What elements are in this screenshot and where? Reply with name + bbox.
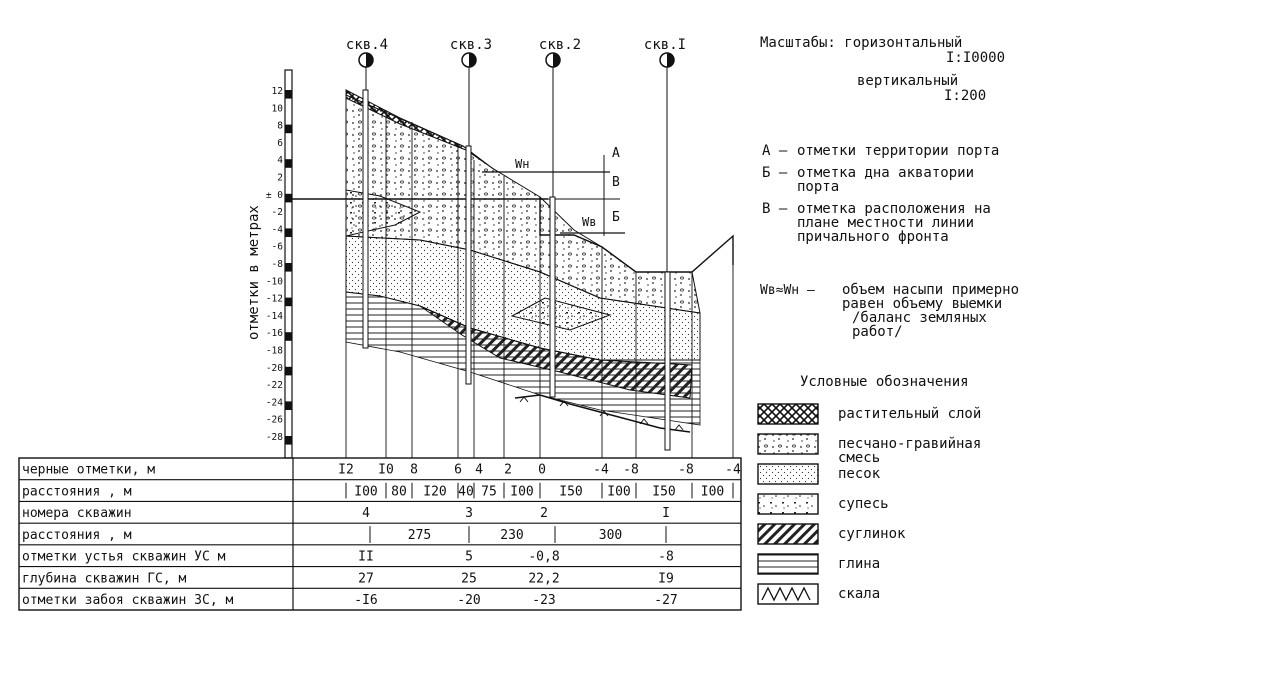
balance-text: работ/: [852, 324, 903, 340]
well-symbol-icon: [462, 53, 476, 67]
scale-horizontal: I:I0000: [946, 50, 1006, 66]
well-data-value: -0,8: [528, 549, 560, 565]
legend-label: смесь: [838, 450, 881, 466]
black-mark-value: -8: [623, 462, 639, 478]
mark-v-label: В: [612, 175, 620, 190]
y-tick-label: 6: [277, 137, 283, 149]
well-symbol-icon: [660, 53, 674, 67]
well-headers: [346, 37, 686, 67]
well-symbol-icon: [359, 53, 373, 67]
legend-label: песок: [838, 466, 881, 482]
distance-value: 80: [391, 484, 407, 500]
y-tick-label: -22: [265, 380, 283, 392]
distance-value: I00: [700, 484, 725, 500]
scale-title: Масштабы: горизонтальный: [760, 35, 963, 51]
balance-note: [760, 282, 1019, 340]
well-data-value: 22,2: [528, 571, 560, 587]
legend-label: песчано-гравийная: [838, 436, 982, 452]
well-number-value: I: [662, 506, 670, 522]
legend-label: суглинок: [838, 526, 906, 542]
note-text: порта: [797, 179, 840, 195]
table-row-label: отметки забоя скважин ЗС, м: [22, 593, 234, 608]
y-axis-ticks: [266, 86, 283, 443]
distance-value: I00: [607, 484, 631, 500]
notes-block: [762, 143, 999, 245]
y-tick-label: -6: [271, 241, 283, 253]
legend-label: скала: [838, 586, 881, 602]
distance-value: I00: [510, 484, 534, 500]
distance-value: I50: [652, 484, 676, 500]
legend-label: растительный слой: [838, 406, 982, 422]
mark-b-label: Б: [612, 210, 620, 225]
legend-swatch-loam: [758, 524, 818, 544]
well-data-value: -27: [654, 593, 678, 608]
legend-swatch-gravel: [758, 434, 818, 454]
mark-a-label: А: [612, 146, 620, 161]
well-distance-value: 230: [500, 527, 524, 543]
legend-title: Условные обозначения: [800, 374, 969, 390]
vertical-scale-bar: [285, 70, 292, 458]
table-row-label: глубина скважин ГС, м: [22, 571, 187, 587]
well-3-label: скв.3: [449, 37, 493, 53]
y-tick-label: -26: [265, 414, 283, 426]
well-number-value: 3: [465, 506, 473, 522]
y-axis-label: отметки в метрах: [246, 205, 262, 340]
well-number-value: 4: [362, 506, 370, 522]
balance-text: объем насыпи примерно: [842, 282, 1020, 298]
black-mark-value: -4: [725, 462, 741, 478]
legend: [758, 374, 981, 604]
black-mark-value: 4: [475, 462, 483, 478]
well-data-value: -8: [658, 549, 674, 565]
well-data-value: -20: [457, 593, 481, 608]
black-mark-value: 6: [454, 462, 462, 478]
well-symbol-icon: [546, 53, 560, 67]
well-data-value: -23: [532, 593, 556, 608]
scale-vertical: I:200: [944, 88, 987, 104]
legend-swatch-sand: [758, 464, 818, 484]
balance-text: равен объему выемки: [842, 296, 1003, 312]
y-tick-label: 8: [277, 120, 283, 132]
well-data-value: 5: [465, 549, 473, 565]
note-text: причального фронта: [797, 229, 949, 245]
black-mark-value: I0: [378, 462, 394, 478]
y-tick-label: -12: [265, 293, 283, 305]
note-text: отметка расположения на: [797, 201, 991, 217]
y-tick-label: 12: [271, 86, 283, 97]
scale-info: [760, 35, 1005, 104]
borehole-1: [665, 272, 670, 450]
distance-value: I20: [423, 484, 447, 500]
table-row-label: отметки устья скважин УС м: [22, 549, 226, 565]
balance-key: Wв≈Wн –: [760, 283, 815, 298]
y-tick-label: -14: [265, 310, 283, 322]
y-tick-label: -20: [265, 362, 283, 374]
y-tick-label: -4: [271, 224, 283, 236]
well-distance-value: 300: [598, 527, 623, 543]
balance-text: /баланс земляных: [852, 310, 987, 326]
legend-label: глина: [838, 556, 881, 572]
distance-value: 75: [481, 484, 497, 500]
black-mark-value: I2: [338, 462, 354, 478]
borehole-3: [466, 146, 471, 384]
y-tick-label: -24: [265, 397, 283, 409]
well-number-value: 2: [540, 506, 548, 522]
note-key: Б –: [762, 165, 788, 181]
y-tick-label: -8: [271, 259, 283, 270]
y-tick-label: 2: [277, 172, 283, 184]
well-data-value: 25: [461, 571, 477, 587]
well-distance-value: 275: [407, 527, 432, 543]
data-table: [19, 458, 741, 610]
profile-section: [290, 67, 733, 458]
w-top-label: Wн: [515, 157, 530, 171]
well-data-value: 27: [358, 571, 374, 587]
scale-vertical-label: вертикальный: [857, 73, 959, 89]
note-key: В –: [762, 201, 788, 217]
table-row-label: расстояния , м: [22, 484, 132, 500]
legend-swatch-rock: [758, 584, 818, 604]
note-text: отметка дна акватории: [797, 165, 975, 181]
y-tick-label: -2: [271, 207, 283, 219]
black-mark-value: 0: [538, 462, 546, 478]
y-tick-label: -18: [265, 345, 283, 357]
black-mark-value: -8: [678, 462, 694, 478]
well-2-label: скв.2: [538, 37, 582, 53]
y-tick-label: 4: [277, 155, 283, 167]
black-mark-value: 2: [504, 462, 512, 478]
y-tick-label: -10: [265, 276, 283, 288]
note-text: отметки территории порта: [797, 143, 1000, 159]
distance-value: 40: [458, 484, 474, 500]
well-data-value: I9: [658, 571, 674, 587]
table-row-label: черные отметки, м: [22, 462, 156, 478]
table-row-label: расстояния , м: [22, 527, 132, 543]
well-data-value: II: [358, 549, 374, 565]
black-mark-value: -4: [593, 462, 609, 478]
distance-value: I00: [354, 484, 378, 500]
y-tick-label: 10: [271, 103, 283, 115]
well-data-value: -I6: [354, 593, 378, 608]
y-tick-label: -28: [265, 432, 283, 443]
note-text: плане местности линии: [797, 215, 975, 231]
table-row-label: номера скважин: [22, 506, 132, 522]
legend-swatch-clay: [758, 554, 818, 574]
y-tick-label: -16: [265, 328, 283, 340]
legend-label: супесь: [838, 496, 889, 512]
legend-swatch-sandyloam: [758, 494, 818, 514]
well-4-label: скв.4: [345, 37, 389, 53]
w-bottom-label: Wв: [582, 215, 597, 229]
distance-value: I50: [559, 484, 583, 500]
borehole-2: [550, 197, 555, 397]
black-mark-value: 8: [410, 462, 418, 478]
legend-swatch-veg: [758, 404, 818, 424]
y-tick-label: ± 0: [265, 189, 283, 201]
borehole-4: [363, 90, 368, 348]
well-1-label: скв.I: [643, 37, 687, 53]
note-key: А –: [762, 143, 788, 159]
